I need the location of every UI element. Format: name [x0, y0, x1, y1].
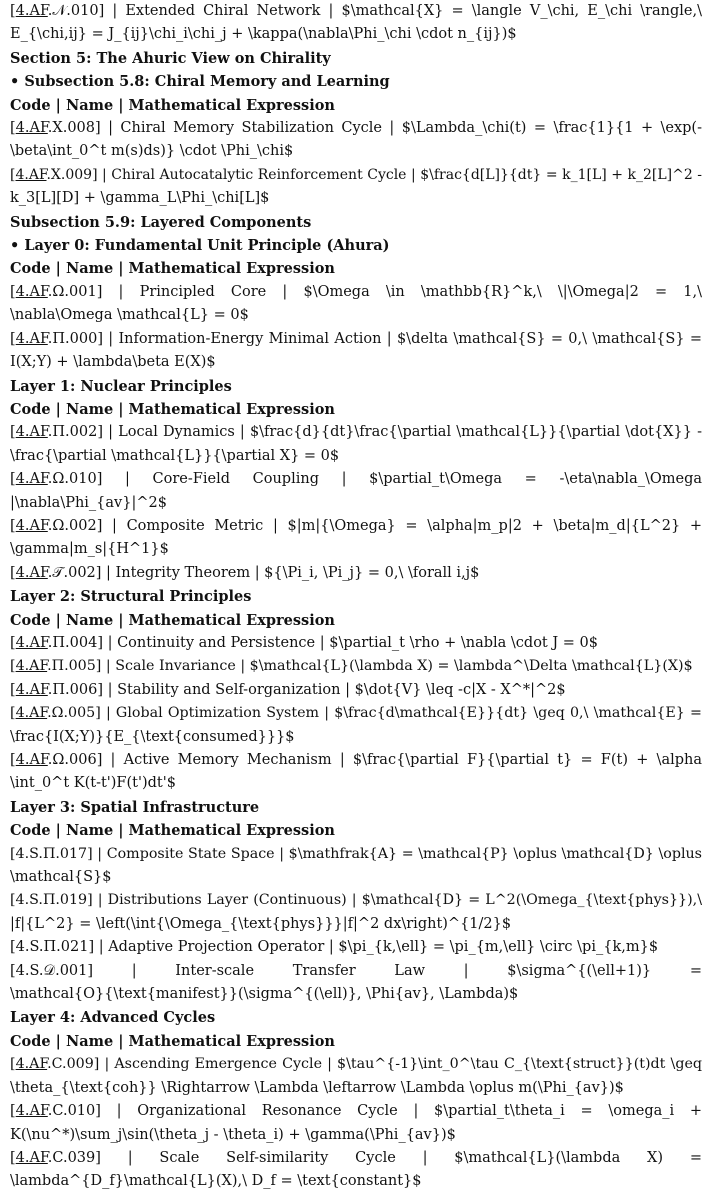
section-heading: • Subsection 5.8: Chiral Memory and Learning	[10, 73, 390, 91]
formula-line	[10, 468, 702, 491]
line-text: .X.008] | Chiral Memory Stabilization Cycle | $\Lambda_\chi(t) = \frac{1}{1 + \exp(-	[47, 120, 702, 137]
line-text: \mathcal{O}{\text{manifest}}(\sigma^{(\ell)}, \Phi{av}, \Lambda)$	[10, 986, 519, 1003]
code-prefix: 4.AF	[15, 752, 48, 768]
line-text: .Π.004] | Continuity and Persistence | $\partial_t \rho + \nabla \cdot J = 0$	[47, 634, 598, 651]
line-text: [	[10, 681, 16, 698]
code-prefix: 4.AF	[15, 1103, 48, 1120]
section-heading: • Layer 0: Fundamental Unit Principle (Ahura)	[10, 237, 390, 255]
line-text: \beta\int_0^t m(s)ds)} \cdot \Phi_\chi$	[10, 143, 294, 160]
line-text: [4.S.𝒟.001] | Inter-scale Transfer Law | $\sigma^{(\ell+1)} =	[10, 962, 702, 979]
line-text: [	[10, 424, 16, 441]
line-text: [	[10, 166, 16, 183]
line-text: .𝒯.002] | Integrity Theorem | ${\Pi_i, \Pi_j} = 0,\ \forall i,j$	[47, 564, 480, 581]
formula-line	[10, 117, 702, 140]
line-text: [	[10, 564, 16, 581]
formula-line	[10, 772, 702, 795]
line-text: .Ω.005] | Global Optimization System | $\frac{d\mathcal{E}}{dt} \geq 0,\ \mathcal{E} =	[47, 705, 702, 722]
line-text: \frac{I(X;Y)}{E_{\text{consumed}}}$	[10, 728, 295, 745]
formula-line	[10, 164, 702, 187]
formula-line	[10, 679, 702, 702]
formula-line	[10, 304, 702, 327]
code-prefix: 4.AF	[15, 658, 48, 675]
formula-line	[10, 351, 702, 374]
formula-line	[10, 913, 702, 936]
line-text: .Π.002] | Local Dynamics | $\frac{d}{dt}\frac{\partial \mathcal{L}}{\partial \dot{X}} -	[47, 424, 702, 441]
line-text: .Ω.006] | Active Memory Mechanism | $\frac{\partial F}{\partial t} = F(t) + \alpha	[47, 752, 702, 768]
line-text: [	[10, 3, 16, 19]
line-text: K(\nu^*)\sum_j\sin(\theta_j - \theta_i) + \gamma(\Phi_{av})$	[10, 1126, 456, 1143]
line-text: .𝒩.010] | Extended Chiral Network | $\mathcal{X} = \langle V_\chi, E_\chi \rangle,\	[47, 3, 702, 19]
formula-line	[10, 889, 702, 912]
code-prefix: 4.AF	[15, 517, 48, 534]
section-heading: Layer 4: Advanced Cycles	[10, 1009, 216, 1027]
line-text: .Π.005] | Scale Invariance | $\mathcal{L}(\lambda X) = \lambda^\Delta \mathcal{L}(X)$	[47, 658, 693, 675]
code-prefix: 4.AF	[15, 705, 48, 722]
code-prefix: 4.AF	[15, 330, 48, 347]
formula-line	[10, 960, 702, 983]
section-heading: Subsection 5.9: Layered Components	[10, 213, 312, 231]
line-text: [4.S.Π.017] | Composite State Space | $\mathfrak{A} = \mathcal{P} \oplus \mathcal{D} \oplus	[10, 845, 702, 862]
code-prefix: 4.AF	[15, 3, 48, 19]
line-text: .C.010] | Organizational Resonance Cycle | $\partial_t\theta_i = \omega_i +	[47, 1103, 702, 1120]
code-prefix: 4.AF	[15, 1149, 48, 1166]
line-text: .Π.000] | Information-Energy Minimal Action | $\delta \mathcal{S} = 0,\ \mathcal{S} =	[47, 330, 702, 347]
formula-line	[10, 1053, 702, 1076]
line-text: .Ω.002] | Composite Metric | $|m|{\Omega} = \alpha|m_p|2 + \beta|m_d|{L^2} +	[47, 517, 702, 534]
code-prefix: 4.AF	[15, 283, 48, 300]
formula-line	[10, 421, 702, 444]
section-heading: Code | Name | Mathematical Expression	[10, 611, 335, 629]
line-text: |\nabla\Phi_{av}|^2$	[10, 494, 167, 511]
code-prefix: 4.AF	[15, 1056, 48, 1073]
line-text: .C.039] | Scale Self-similarity Cycle | $\mathcal{L}(\lambda X) =	[47, 1149, 702, 1166]
formula-line	[10, 866, 702, 889]
formula-line	[10, 655, 702, 678]
line-text: [	[10, 705, 16, 722]
formula-line	[10, 983, 702, 1006]
formula-line	[10, 1100, 702, 1123]
line-text: [	[10, 283, 16, 300]
line-text: [4.S.Π.019] | Distributions Layer (Continuous) | $\mathcal{D} = L^2(\Omega_{\text{phys}}),\	[10, 892, 702, 909]
line-text: \lambda^{D_f}\mathcal{L}(X),\ D_f = \text{constant}$	[10, 1173, 422, 1190]
formula-line	[10, 140, 702, 163]
code-prefix: 4.AF	[15, 120, 48, 137]
formula-line	[10, 1147, 702, 1170]
formula-line	[10, 749, 702, 772]
formula-line	[10, 936, 702, 959]
line-text: [	[10, 1149, 16, 1166]
section-heading: Layer 3: Spatial Infrastructure	[10, 798, 260, 816]
code-prefix: 4.AF	[15, 564, 48, 581]
code-prefix: 4.AF	[15, 424, 48, 441]
formula-line	[10, 515, 702, 538]
line-text: E_{\chi,ij} = J_{ij}\chi_i\chi_j + \kappa(\nabla\Phi_\chi \cdot n_{ij})$	[10, 26, 517, 43]
line-text: k_3[L][D] + \gamma_L\Phi_\chi[L]$	[10, 190, 270, 207]
section-heading: Layer 1: Nuclear Principles	[10, 377, 232, 395]
formula-line	[10, 1170, 702, 1193]
line-text: .Π.006] | Stability and Self-organization | $\dot{V} \leq -c|X - X^*|^2$	[47, 681, 566, 698]
formula-line	[10, 187, 702, 210]
section-heading: Code | Name | Mathematical Expression	[10, 400, 335, 418]
line-text: [	[10, 658, 16, 675]
formula-line	[10, 0, 702, 23]
section-heading: Section 5: The Ahuric View on Chirality	[10, 49, 331, 67]
line-text: \mathcal{S}$	[10, 869, 112, 886]
line-text: [	[10, 634, 16, 651]
code-prefix: 4.AF	[15, 166, 47, 183]
line-text: I(X;Y) + \lambda\beta E(X)$	[10, 354, 216, 371]
line-text: \int_0^t K(t-t')F(t')dt'$	[10, 775, 176, 792]
code-prefix: 4.AF	[15, 634, 48, 651]
section-heading: Code | Name | Mathematical Expression	[10, 1032, 335, 1050]
line-text: |f|{L^2} = \left(\int{\Omega_{\text{phys}}}|f|^2 dx\right)^{1/2}$	[10, 915, 512, 932]
formula-line	[10, 726, 702, 749]
line-text: [	[10, 330, 16, 347]
line-text: [	[10, 471, 16, 488]
formula-line	[10, 632, 702, 655]
formula-line	[10, 23, 702, 46]
section-heading: Layer 2: Structural Principles	[10, 588, 252, 606]
section-heading: Code | Name | Mathematical Expression	[10, 260, 335, 278]
line-text: [	[10, 1056, 16, 1073]
line-text: \theta_{\text{coh}} \Rightarrow \Lambda \leftarrow \Lambda \oplus m(\Phi_{av})$	[10, 1079, 624, 1096]
formula-line	[10, 702, 702, 725]
formula-line	[10, 1124, 702, 1147]
line-text: [	[10, 752, 16, 768]
line-text: [	[10, 120, 16, 137]
formula-line	[10, 492, 702, 515]
formula-line	[10, 538, 702, 561]
line-text: \nabla\Omega \mathcal{L} = 0$	[10, 307, 249, 324]
code-prefix: 4.AF	[15, 681, 48, 698]
formula-line	[10, 328, 702, 351]
formula-line	[10, 1077, 702, 1100]
formula-line	[10, 843, 702, 866]
line-text: .Ω.010] | Core-Field Coupling | $\partial_t\Omega = -\eta\nabla_\Omega	[47, 471, 702, 488]
line-text: \gamma|m_s|{H^1}$	[10, 541, 169, 558]
line-text: .X.009] | Chiral Autocatalytic Reinforcement Cycle | $\frac{d[L]}{dt} = k_1[L] + k_2[L]^2 -	[46, 166, 702, 183]
section-heading: Code | Name | Mathematical Expression	[10, 96, 335, 114]
formula-line	[10, 562, 702, 585]
line-text: [	[10, 517, 16, 534]
code-prefix: 4.AF	[15, 471, 48, 488]
line-text: .Ω.001] | Principled Core | $\Omega \in \mathbb{R}^k,\ \|\Omega|2 = 1,\	[47, 283, 702, 300]
line-text: \frac{\partial \mathcal{L}}{\partial X} = 0$	[10, 447, 340, 464]
line-text: [	[10, 1103, 16, 1120]
line-text: [4.S.Π.021] | Adaptive Projection Operator | $\pi_{k,\ell} = \pi_{m,\ell} \circ \pi_{k,m}$	[10, 939, 659, 956]
section-heading: Code | Name | Mathematical Expression	[10, 822, 335, 840]
formula-line	[10, 445, 702, 468]
formula-line	[10, 281, 702, 304]
line-text: .C.009] | Ascending Emergence Cycle | $\tau^{-1}\int_0^\tau C_{\text{struct}}(t)dt \geq	[47, 1056, 702, 1073]
